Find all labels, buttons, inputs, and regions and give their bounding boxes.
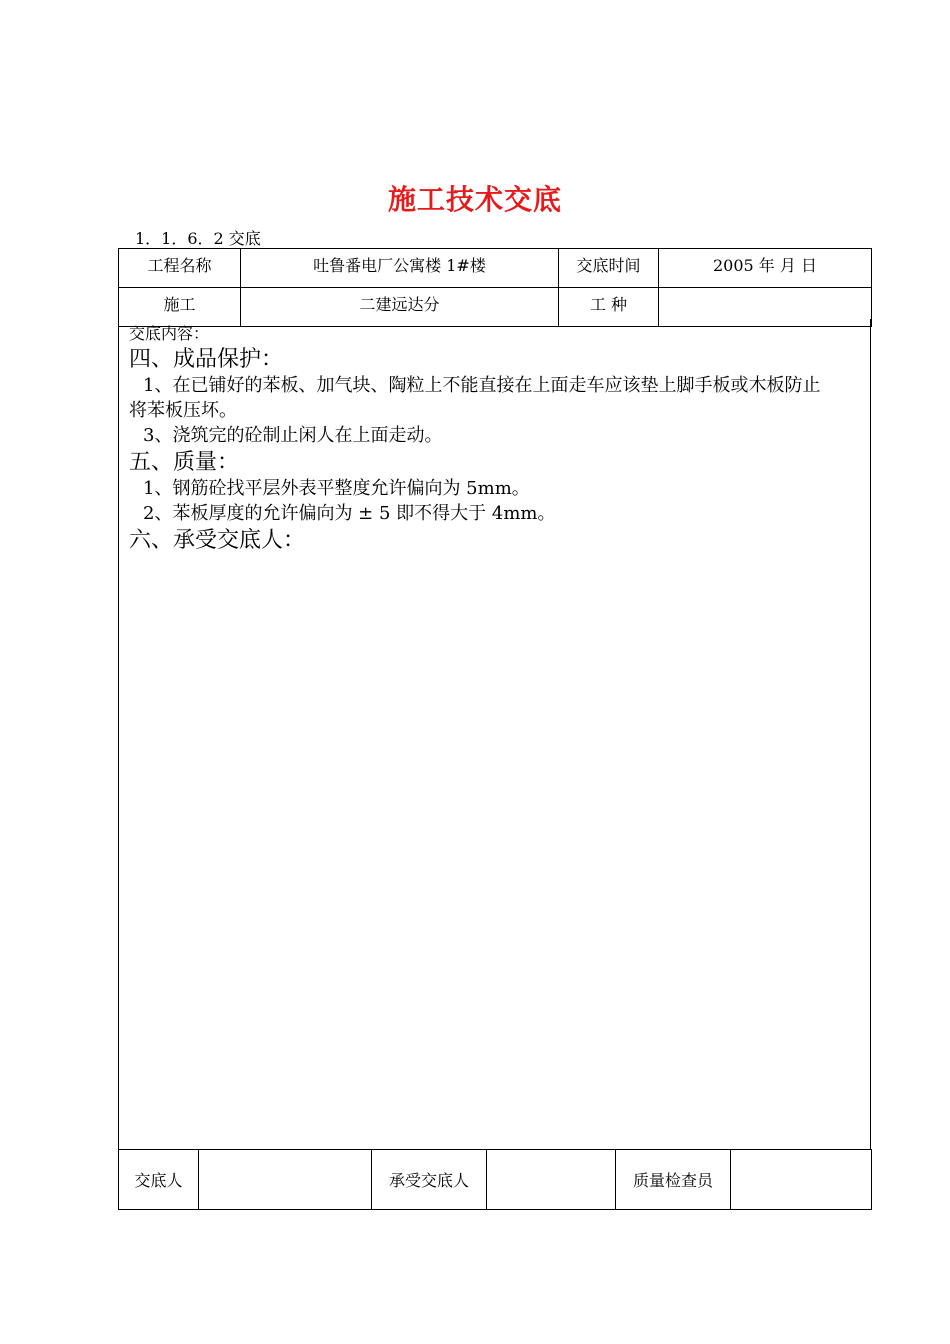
section-item: 1、在已铺好的苯板、加气块、陶粒上不能直接在上面走车应该垫上脚手板或木板防止 xyxy=(143,375,821,396)
signature-table xyxy=(118,1149,872,1210)
header-row-1 xyxy=(119,249,872,288)
handover-time-label: 交底时间 xyxy=(559,249,659,288)
content-intro: 交底内容： xyxy=(129,324,210,343)
section-item: 1、钢筋砼找平层外表平整度允许偏向为 5mm。 xyxy=(143,478,530,499)
construction-value: 二建远达分 xyxy=(241,288,559,327)
handover-time-value: 2005 年 月 日 xyxy=(659,249,872,288)
header-table xyxy=(118,248,872,327)
section-heading: 五、质量： xyxy=(129,450,240,475)
construction-label: 施工 xyxy=(119,288,241,327)
recipient-label: 承受交底人 xyxy=(372,1150,487,1210)
signature-row xyxy=(119,1150,872,1210)
project-name-label: 工程名称 xyxy=(119,249,241,288)
recipient-signature-field[interactable] xyxy=(487,1150,616,1210)
discloser-label: 交底人 xyxy=(119,1150,199,1210)
discloser-signature-field[interactable] xyxy=(199,1150,372,1210)
section-item: 3、浇筑完的砼制止闲人在上面走动。 xyxy=(143,425,443,446)
quality-inspector-signature-field[interactable] xyxy=(731,1150,872,1210)
work-type-label: 工 种 xyxy=(559,288,659,327)
document-code: 1．1．6．2 交底 xyxy=(135,229,261,248)
document-title: 施工技术交底 xyxy=(387,183,562,216)
content-box xyxy=(118,319,871,1149)
project-name-value: 吐鲁番电厂公寓楼 1#楼 xyxy=(241,249,559,288)
section-heading: 六、承受交底人： xyxy=(129,528,306,553)
section-item: 将苯板压坏。 xyxy=(129,400,237,421)
quality-inspector-label: 质量检查员 xyxy=(616,1150,731,1210)
section-heading: 四、成品保护： xyxy=(129,347,284,372)
section-item: 2、苯板厚度的允许偏向为 ± 5 即不得大于 4mm。 xyxy=(143,503,556,524)
